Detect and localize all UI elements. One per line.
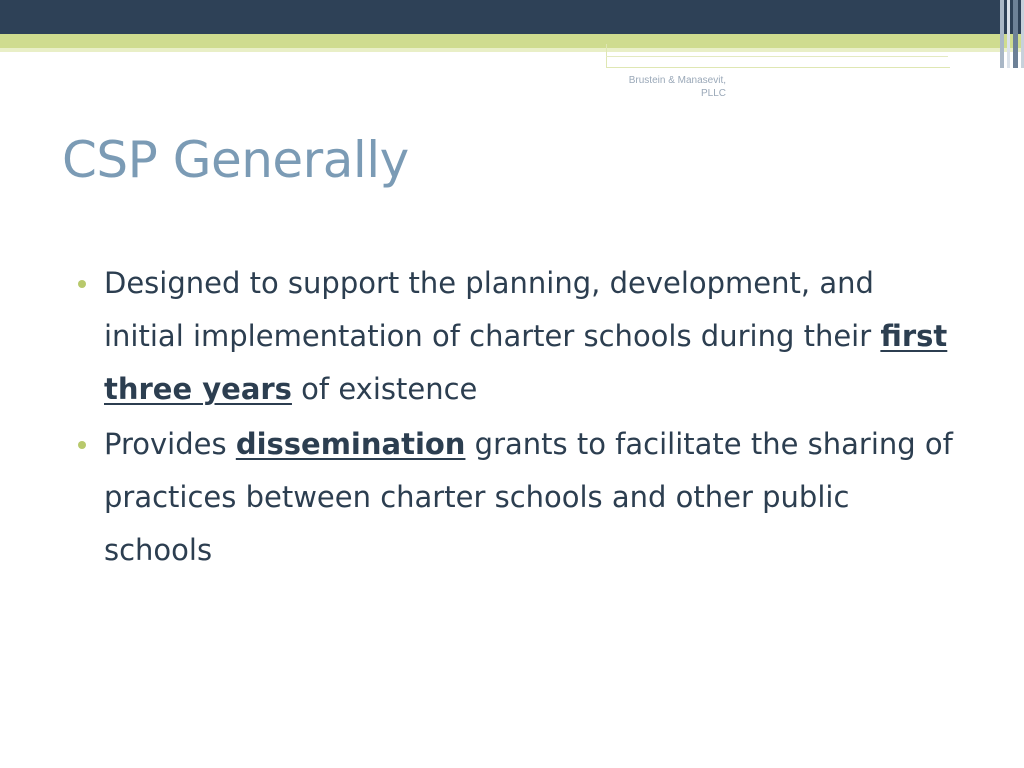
bullet-text: Provides [104, 427, 236, 461]
corner-stripe [1007, 0, 1010, 68]
corner-stripe [1000, 0, 1004, 68]
header-navy-band [0, 0, 1024, 34]
bullet-text: Designed to support the planning, development, and initial implementation of charter schools during their [104, 266, 881, 353]
bullet-text-end: of existence [291, 372, 478, 406]
slide-title: CSP Generally [62, 131, 409, 189]
bullet-emphasis: dissemination [235, 427, 466, 461]
header-accent-line [606, 56, 948, 57]
bullet-list [78, 257, 958, 579]
bullet-dot-icon [78, 441, 86, 449]
bullet-item [78, 418, 958, 577]
bullet-item [78, 257, 958, 416]
corner-stripes [994, 0, 1024, 68]
company-label: Brustein & Manasevit, PLLC [628, 75, 726, 99]
corner-stripe [1013, 0, 1018, 68]
bullet-dot-icon [78, 280, 86, 288]
bullet-emphasis: first three years [104, 319, 948, 406]
bullet-text-end: grants to facilitate the sharing of practices between charter schools and other public schools [104, 427, 953, 567]
